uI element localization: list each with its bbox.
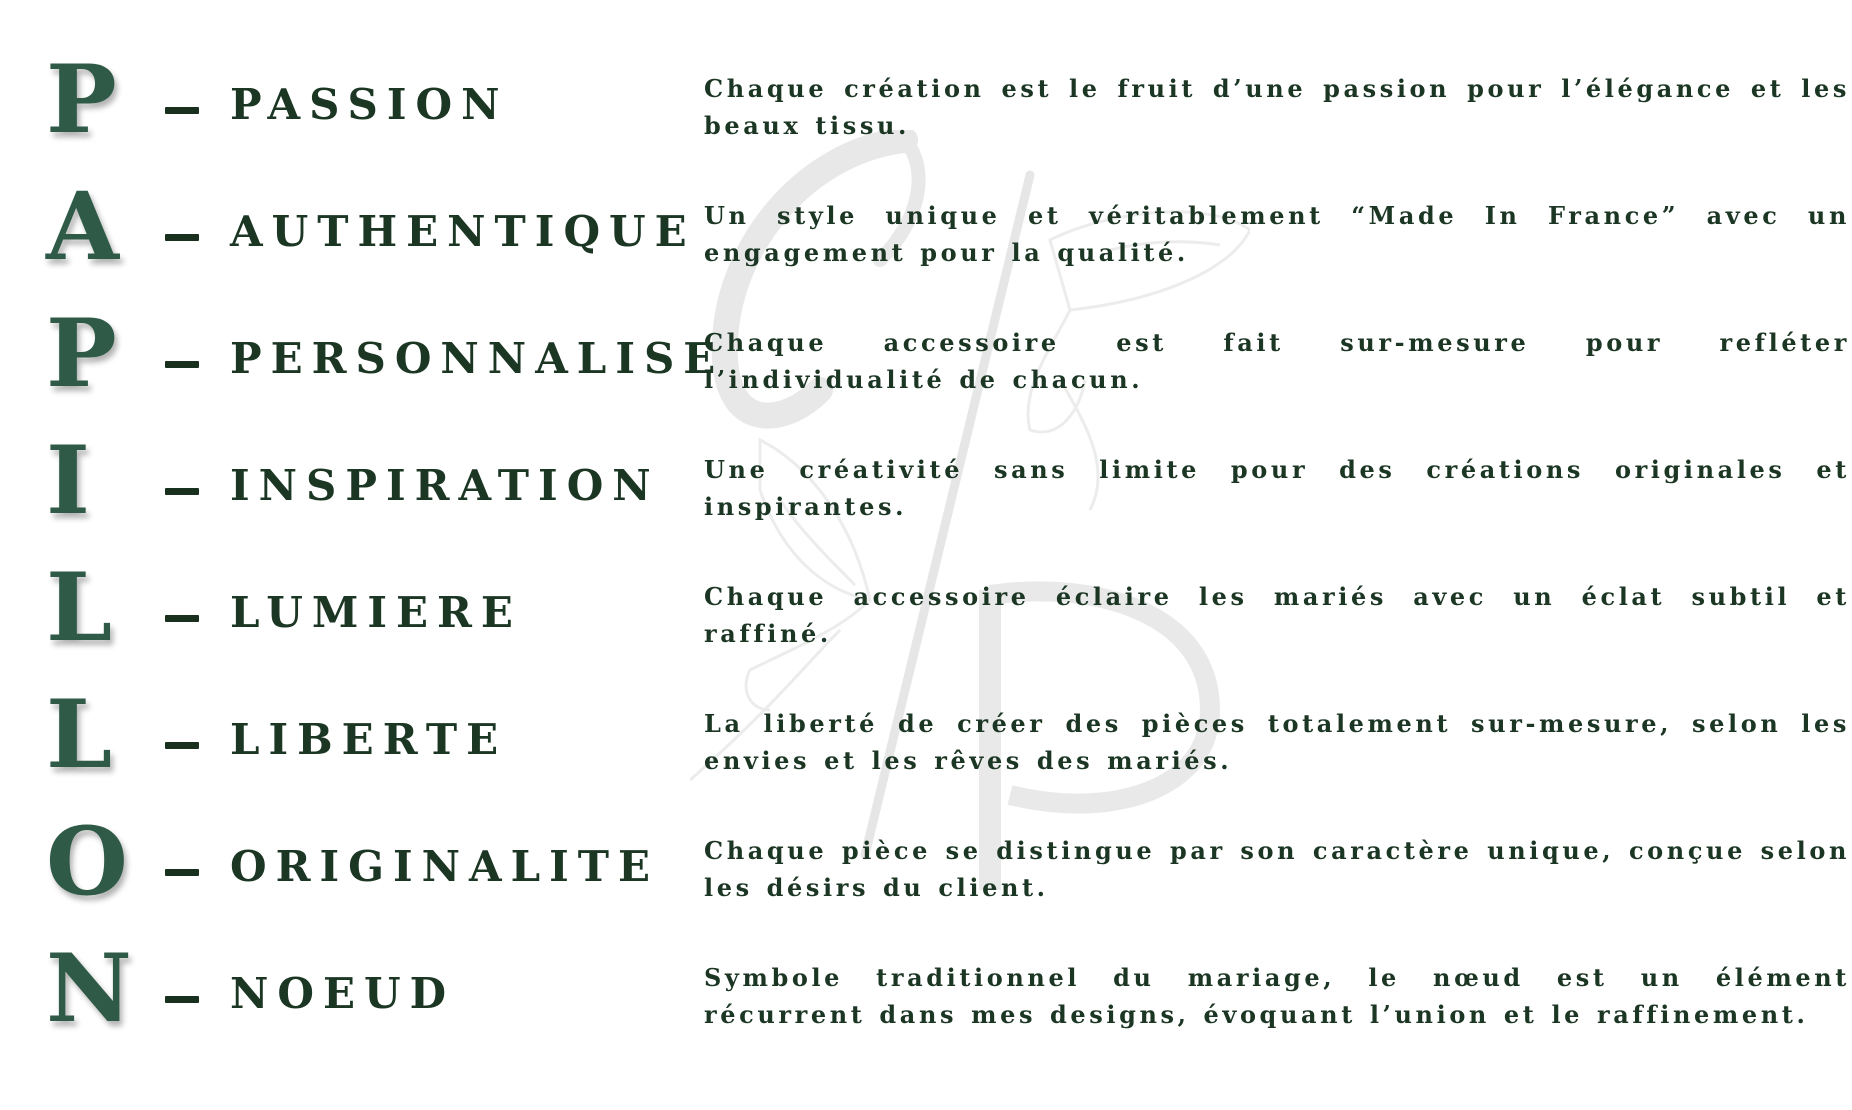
acrostic-word: INSPIRATION xyxy=(230,461,660,510)
acrostic-letter: N xyxy=(46,934,132,1044)
acrostic-word: PERSONNALISE xyxy=(230,334,725,383)
acrostic-word: LUMIERE xyxy=(230,588,522,637)
acrostic-row-lumiere xyxy=(0,553,1852,685)
acrostic-row-passion xyxy=(0,45,1852,177)
acrostic-word: AUTHENTIQUE xyxy=(230,207,696,256)
acrostic-row-noeud xyxy=(0,934,1852,1066)
dash-separator xyxy=(165,107,199,114)
acrostic-letter: L xyxy=(46,553,113,663)
acrostic-row-authentique xyxy=(0,172,1852,304)
acrostic-list xyxy=(0,45,1852,1066)
acrostic-description: Chaque accessoire est fait sur-mesure pour refléter l’individualité de chacun. xyxy=(704,328,1850,394)
acrostic-letter: O xyxy=(46,807,128,917)
dash-separator xyxy=(165,869,199,876)
acrostic-description: La liberté de créer des pièces totalement sur-mesure, selon les envies et les rêves des mariés. xyxy=(704,709,1850,775)
dash-separator xyxy=(165,361,199,368)
acrostic-description: Chaque pièce se distingue par son caractère unique, conçue selon les désirs du client. xyxy=(704,836,1850,902)
dash-separator xyxy=(165,488,199,495)
acrostic-row-originalite xyxy=(0,807,1852,939)
acrostic-word: ORIGINALITE xyxy=(230,842,660,891)
acrostic-letter: A xyxy=(46,172,119,282)
acrostic-description: Une créativité sans limite pour des créations originales et inspirantes. xyxy=(704,455,1850,521)
acrostic-letter: I xyxy=(46,426,90,536)
acrostic-description: Chaque création est le fruit d’une passion pour l’élégance et les beaux tissu. xyxy=(704,74,1850,140)
acrostic-letter: P xyxy=(46,45,117,155)
acrostic-row-personnalise xyxy=(0,299,1852,431)
acrostic-word: LIBERTE xyxy=(230,715,508,764)
acrostic-word: PASSION xyxy=(230,80,509,129)
acrostic-description: Chaque accessoire éclaire les mariés avec un éclat subtil et raffiné. xyxy=(704,582,1850,648)
dash-separator xyxy=(165,234,199,241)
dash-separator xyxy=(165,996,199,1003)
acrostic-word: NOEUD xyxy=(230,969,456,1018)
acrostic-row-liberte xyxy=(0,680,1852,812)
acrostic-letter: L xyxy=(46,680,113,790)
acrostic-description: Un style unique et véritablement “Made In France” avec un engagement pour la qualité. xyxy=(704,201,1850,267)
acrostic-row-inspiration xyxy=(0,426,1852,558)
dash-separator xyxy=(165,615,199,622)
acrostic-letter: P xyxy=(46,299,117,409)
dash-separator xyxy=(165,742,199,749)
acrostic-description: Symbole traditionnel du mariage, le nœud est un élément récurrent dans mes designs, évoquant l’union et le raffinement. xyxy=(704,963,1850,1029)
